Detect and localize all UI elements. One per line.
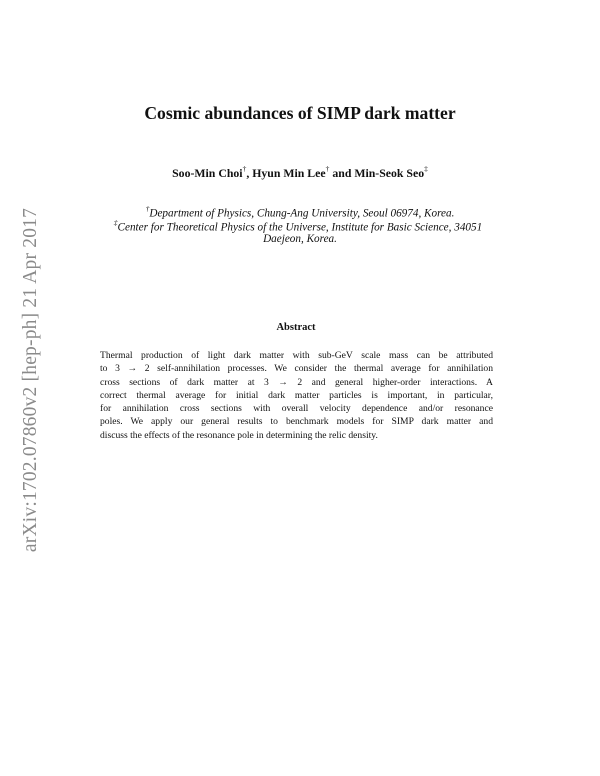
- affiliation-line: [0, 219, 598, 234]
- author-name: Hyun Min Lee: [252, 165, 326, 180]
- author-name: Min-Seok Seo: [354, 165, 425, 180]
- abstract-heading: Abstract: [276, 322, 316, 333]
- affiliation-line: [0, 233, 600, 245]
- abstract-line: discuss the effects of the resonance pole in determining the relic density.: [100, 429, 378, 441]
- abstract-line: to 3 → 2 self-annihilation processes. We consider the thermal average for annihilation: [100, 363, 493, 375]
- affiliation-line: [0, 205, 600, 220]
- author-name: Soo-Min Choi: [172, 165, 243, 180]
- abstract-line: poles. We apply our general results to benchmark models for SIMP dark matter and: [100, 416, 493, 428]
- abstract-line: for annihilation cross sections with overall velocity dependence and/or resonance: [100, 403, 493, 415]
- affiliation-text: Center for Theoretical Physics of the Universe, Institute for Basic Science, 34051: [117, 221, 483, 234]
- abstract-line: correct thermal average for initial dark matter particles is important, in particular,: [100, 389, 493, 401]
- affiliation-mark: ‡: [113, 218, 118, 227]
- affiliation-text: Daejeon, Korea.: [263, 233, 337, 245]
- affiliation-text: Department of Physics, Chung-Ang University, Seoul 06974, Korea.: [149, 207, 455, 220]
- author-list: [0, 165, 600, 181]
- affiliation-mark: ‡: [424, 164, 428, 173]
- affiliation-mark: †: [242, 164, 247, 173]
- abstract-line: cross sections of dark matter at 3 → 2 and general higher-order interactions. A: [100, 376, 493, 388]
- abstract-line: Thermal production of light dark matter with sub-GeV scale mass can be attributed: [100, 350, 493, 361]
- affiliation-mark: †: [325, 164, 330, 173]
- arxiv-identifier[interactable]: arXiv:1702.07860v2 [hep-ph] 21 Apr 2017: [20, 207, 41, 553]
- affiliation-mark: †: [145, 204, 150, 213]
- author-separator: and: [329, 165, 355, 180]
- author-separator: ,: [246, 165, 253, 180]
- abstract-body: [100, 349, 493, 442]
- paper-title: Cosmic abundances of SIMP dark matter: [144, 103, 456, 123]
